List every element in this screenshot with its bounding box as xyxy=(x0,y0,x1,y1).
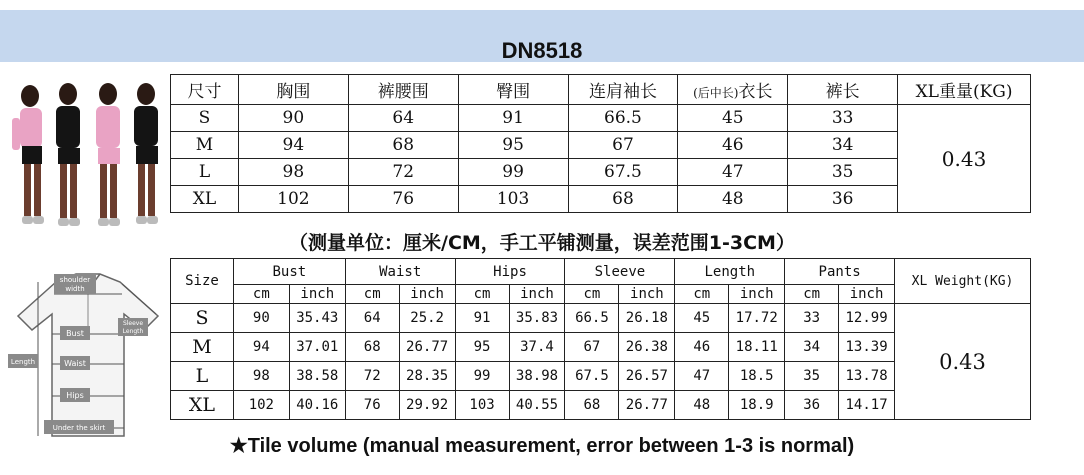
value-cell: 26.77 xyxy=(619,391,675,420)
value-cell: 26.18 xyxy=(619,304,675,333)
header-cell: 裤腰围 xyxy=(348,75,458,105)
value-cell: 47 xyxy=(675,362,729,391)
value-cell: 99 xyxy=(458,159,568,186)
value-cell: 90 xyxy=(233,304,289,333)
value-cell: 45 xyxy=(675,304,729,333)
value-cell: 13.78 xyxy=(839,362,895,391)
value-cell: 91 xyxy=(455,304,509,333)
value-cell: 95 xyxy=(455,333,509,362)
table-row xyxy=(171,304,1031,333)
value-cell: 40.16 xyxy=(289,391,345,420)
header-cell: XL重量(KG) xyxy=(898,75,1031,105)
size-cell: XL xyxy=(171,391,234,420)
unit-cell: cm xyxy=(675,285,729,304)
value-cell: 98 xyxy=(233,362,289,391)
weight-cell: 0.43 xyxy=(895,304,1031,420)
value-cell: 28.35 xyxy=(399,362,455,391)
value-cell: 26.57 xyxy=(619,362,675,391)
value-cell: 64 xyxy=(345,304,399,333)
sleeve-length-label: Length xyxy=(122,328,144,335)
value-cell: 34 xyxy=(785,333,839,362)
unit-cell: cm xyxy=(345,285,399,304)
bust-label: Bust xyxy=(66,329,84,338)
value-cell: 37.4 xyxy=(509,333,565,362)
header-cell: 尺寸 xyxy=(171,75,239,105)
value-cell: 37.01 xyxy=(289,333,345,362)
value-cell: 47 xyxy=(678,159,788,186)
value-cell: 67.5 xyxy=(565,362,619,391)
value-cell: 90 xyxy=(238,105,348,132)
header-cell: 连肩袖长 xyxy=(568,75,678,105)
model-figure xyxy=(56,83,80,226)
value-cell: 67 xyxy=(565,333,619,362)
header-cell-main: 衣长 xyxy=(738,82,773,102)
group-header: Sleeve xyxy=(565,259,675,285)
unit-cell: inch xyxy=(839,285,895,304)
measurement-note-en: ★Tile volume (manual measurement, error between 1-3 is normal) xyxy=(229,435,855,457)
value-cell: 18.11 xyxy=(729,333,785,362)
size-cell: S xyxy=(171,304,234,333)
value-cell: 35 xyxy=(785,362,839,391)
size-cell: L xyxy=(171,362,234,391)
value-cell: 33 xyxy=(788,105,898,132)
value-cell: 68 xyxy=(345,333,399,362)
header-cell-prefix: (后中长) xyxy=(693,86,739,100)
header-cell xyxy=(678,75,788,105)
value-cell: 33 xyxy=(785,304,839,333)
value-cell: 66.5 xyxy=(565,304,619,333)
value-cell: 98 xyxy=(238,159,348,186)
value-cell: 35.43 xyxy=(289,304,345,333)
size-cell: M xyxy=(171,333,234,362)
size-header: Size xyxy=(171,259,234,304)
unit-cell: cm xyxy=(565,285,619,304)
product-photo xyxy=(8,78,168,238)
value-cell: 13.39 xyxy=(839,333,895,362)
value-cell: 102 xyxy=(233,391,289,420)
group-header: Bust xyxy=(233,259,345,285)
model-figure xyxy=(12,85,44,224)
value-cell: 68 xyxy=(565,391,619,420)
value-cell: 46 xyxy=(678,132,788,159)
sleeve-label: Sleeve xyxy=(122,320,144,327)
table-header-row xyxy=(171,259,1031,285)
value-cell: 72 xyxy=(345,362,399,391)
unit-cell: cm xyxy=(785,285,839,304)
weight-header: XL Weight(KG) xyxy=(895,259,1031,304)
value-cell: 68 xyxy=(568,186,678,213)
value-cell: 34 xyxy=(788,132,898,159)
measurement-note-cn: （测量单位：厘米/CM，手工平铺测量，误差范围1-3CM） xyxy=(289,232,795,254)
header-cell: 胸围 xyxy=(238,75,348,105)
unit-cell: inch xyxy=(619,285,675,304)
value-cell: 48 xyxy=(675,391,729,420)
value-cell: 18.9 xyxy=(729,391,785,420)
model-figure xyxy=(134,83,158,224)
value-cell: 95 xyxy=(458,132,568,159)
value-cell: 67 xyxy=(568,132,678,159)
model-figure xyxy=(96,83,120,226)
unit-cell: inch xyxy=(289,285,345,304)
value-cell: 48 xyxy=(678,186,788,213)
header-cell: 裤长 xyxy=(788,75,898,105)
group-header: Length xyxy=(675,259,785,285)
value-cell: 18.5 xyxy=(729,362,785,391)
value-cell: 72 xyxy=(348,159,458,186)
value-cell: 94 xyxy=(233,333,289,362)
size-cell: S xyxy=(171,105,239,132)
value-cell: 46 xyxy=(675,333,729,362)
size-cell: L xyxy=(171,159,239,186)
unit-cell: cm xyxy=(233,285,289,304)
unit-cell: inch xyxy=(509,285,565,304)
group-header: Hips xyxy=(455,259,565,285)
value-cell: 12.99 xyxy=(839,304,895,333)
value-cell: 36 xyxy=(788,186,898,213)
value-cell: 76 xyxy=(345,391,399,420)
value-cell: 38.98 xyxy=(509,362,565,391)
size-table-cn xyxy=(170,74,1031,213)
width-label: width xyxy=(65,285,85,293)
waist-label: Waist xyxy=(64,359,86,368)
value-cell: 35 xyxy=(788,159,898,186)
shoulder-label: shoulder xyxy=(59,276,91,284)
weight-cell: 0.43 xyxy=(898,105,1031,213)
unit-cell: inch xyxy=(399,285,455,304)
value-cell: 94 xyxy=(238,132,348,159)
value-cell: 103 xyxy=(455,391,509,420)
value-cell: 76 xyxy=(348,186,458,213)
table-header-row xyxy=(171,75,1031,105)
value-cell: 35.83 xyxy=(509,304,565,333)
product-code-title: DN8518 xyxy=(501,38,583,63)
value-cell: 99 xyxy=(455,362,509,391)
value-cell: 64 xyxy=(348,105,458,132)
value-cell: 38.58 xyxy=(289,362,345,391)
value-cell: 14.17 xyxy=(839,391,895,420)
value-cell: 17.72 xyxy=(729,304,785,333)
value-cell: 29.92 xyxy=(399,391,455,420)
under-label: Under the skirt xyxy=(52,424,106,432)
table-row xyxy=(171,105,1031,132)
hips-label: Hips xyxy=(66,391,84,400)
size-table-en xyxy=(170,258,1031,420)
value-cell: 26.38 xyxy=(619,333,675,362)
value-cell: 91 xyxy=(458,105,568,132)
value-cell: 26.77 xyxy=(399,333,455,362)
group-header: Pants xyxy=(785,259,895,285)
header-cell: 臀围 xyxy=(458,75,568,105)
value-cell: 45 xyxy=(678,105,788,132)
value-cell: 36 xyxy=(785,391,839,420)
value-cell: 67.5 xyxy=(568,159,678,186)
value-cell: 66.5 xyxy=(568,105,678,132)
group-header: Waist xyxy=(345,259,455,285)
value-cell: 103 xyxy=(458,186,568,213)
length-label: Length xyxy=(10,358,36,366)
size-cell: XL xyxy=(171,186,239,213)
size-cell: M xyxy=(171,132,239,159)
garment-diagram xyxy=(8,268,168,440)
value-cell: 102 xyxy=(238,186,348,213)
value-cell: 25.2 xyxy=(399,304,455,333)
value-cell: 68 xyxy=(348,132,458,159)
unit-cell: cm xyxy=(455,285,509,304)
value-cell: 40.55 xyxy=(509,391,565,420)
unit-cell: inch xyxy=(729,285,785,304)
